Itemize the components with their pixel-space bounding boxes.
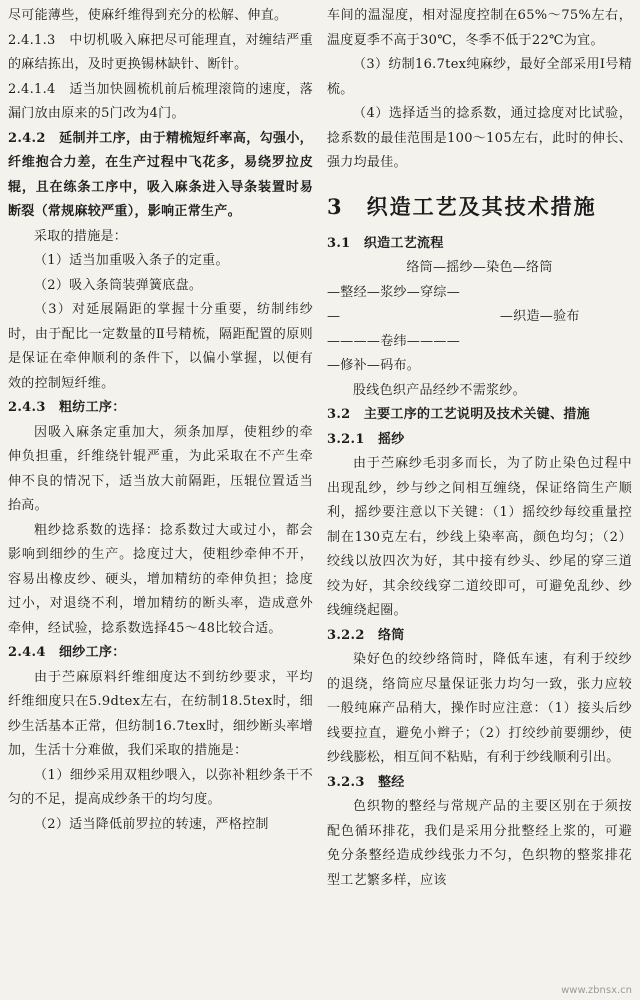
- paragraph: 由于苎麻纱毛羽多而长，为了防止染色过程中出现乱纱，纱与纱之间相互缠绕，保证络筒生产顺利，摇纱要注意以下关键：（1）摇绞纱每绞重量控制在130克左右，纱线上染率高，颜色均匀；（2）绞线以放四次为好，其中接有纱头、纱尾的穿三道绞为好，其余绞线穿二道绞即可，可避免乱纱、纱线缠绕起圈。: [327, 456, 632, 618]
- paragraph: （4）选择适当的捻系数，通过捻度对比试验，捻系数的最佳范围是100～105左右，此时的伸长、强力均最佳。: [327, 106, 632, 170]
- paragraph: 2.4.1.3 中切机吸入麻把尽可能理直，对缠结严重的麻结拣出，及时更换锡林缺针、断针。: [8, 32, 313, 72]
- watermark: www.zbnsx.cn: [561, 985, 632, 996]
- paragraph: —整经—浆纱—穿综—: [327, 284, 460, 300]
- paragraph: 染好色的绞纱络筒时，降低车速，有利于绞纱的退绕，络筒应尽量保证张力均匀一致，张力应较一般纯麻产品稍大，操作时应注意：（1）接头后纱线要拉直，避免小辫子；（2）打绞纱前要绷纱，使纱线膨松，相互间不粘贴，有利于纱线顺利引出。: [327, 652, 632, 765]
- paragraph: （3）纺制16.7tex纯麻纱，最好全部采用Ⅰ号精梳。: [327, 57, 632, 97]
- paragraph: 采取的措施是：: [34, 228, 128, 244]
- section-heading: 2.4.3 粗纺工序：: [8, 400, 126, 415]
- paragraph: （1）细纱采用双粗纱喂入，以弥补粗纱条干不匀的不足，提高成纱条干的均匀度。: [8, 767, 313, 807]
- right-column: [327, 4, 632, 1000]
- paragraph: （1）适当加重吸入条子的定重。: [34, 253, 229, 268]
- paragraph: 尽可能薄些，使麻纤维得到充分的松解、伸直。: [8, 8, 288, 23]
- section-heading: 3.2.3 整经: [327, 774, 405, 790]
- paragraph: 由于苎麻原料纤维细度达不到纺纱要求，平均纤维细度只在5.9dtex左右，在纺制18.5tex时，细纱生活基本正常，但纺制16.7tex时，细纱断头率增加，生活十分难做，我们采取的措施是：: [8, 669, 313, 758]
- paragraph: （2）适当降低前罗拉的转速，严格控制: [34, 816, 269, 832]
- paragraph: 络筒—摇纱—染色—络筒: [406, 260, 553, 275]
- section-heading: 3.2.1 摇纱: [327, 431, 405, 447]
- section-title: 3 织造工艺及其技术措施: [327, 193, 597, 219]
- section-heading: 3.2 主要工序的工艺说明及技术关键、措施: [327, 407, 590, 422]
- paragraph: 粗纱捻系数的选择：捻系数过大或过小，都会影响到细纱的生产。捻度过大，使粗纱牵伸不开，容易出橡皮纱、硬头，增加精纺的牵伸负担；捻度过小，对退绕不利，增加精纺的断头率，造成意外牵伸，经试验，捻系数选择45～48比较合适。: [8, 522, 313, 636]
- section-heading: 3.1 织造工艺流程: [327, 235, 444, 251]
- paragraph: ————卷纬————: [327, 333, 460, 349]
- section-heading: 2.4.4 细纱工序：: [8, 645, 126, 660]
- paragraph: （2）吸入条筒装弹簧底盘。: [34, 277, 203, 293]
- paragraph: （3）对延展隔距的掌握十分重要，纺制纬纱时，由于配比一定数量的Ⅱ号精梳，隔距配置的原则是保证在牵伸顺利的条件下，以偏小掌握，以便有效的控制短纤维。: [8, 302, 313, 391]
- paragraph: 2.4.1.4 适当加快圆梳机前后梳理滚筒的速度，落漏门放由原来的5门改为4门。: [8, 81, 313, 121]
- section-heading: 2.4.2 延制并工序，由于精梳短纤率高，勾强小，纤维抱合力差，在生产过程中飞花多，易绕罗拉皮辊，且在练条工序中，吸入麻条进入导条装置时易断裂（常规麻较严重），影响正常生产。: [8, 130, 313, 219]
- paragraph: 股线色织产品经纱不需浆纱。: [353, 382, 526, 398]
- paragraph: 色织物的整经与常规产品的主要区别在于须按配色循环排花，我们是采用分批整经上浆的，可避免分条整经造成纱线张力不匀，色织物的整浆排花型工艺繁多样，应该: [327, 799, 632, 888]
- section-heading: 3.2.2 络筒: [327, 627, 405, 643]
- paragraph: 车间的温湿度，相对湿度控制在65%～75%左右，温度夏季不高于30℃，冬季不低于22℃为宜。: [327, 8, 632, 48]
- paragraph: —修补—码布。: [327, 358, 421, 373]
- paragraph: 因吸入麻条定重加大，须条加厚，使粗纱的牵伸负担重，纤维绕针辊严重，为此采取在不产生牵伸不良的情况下，适当放大前隔距，压辊位置适当抬高。: [8, 424, 313, 513]
- left-column: [8, 4, 313, 1000]
- paragraph: — —织造—验布: [327, 309, 580, 324]
